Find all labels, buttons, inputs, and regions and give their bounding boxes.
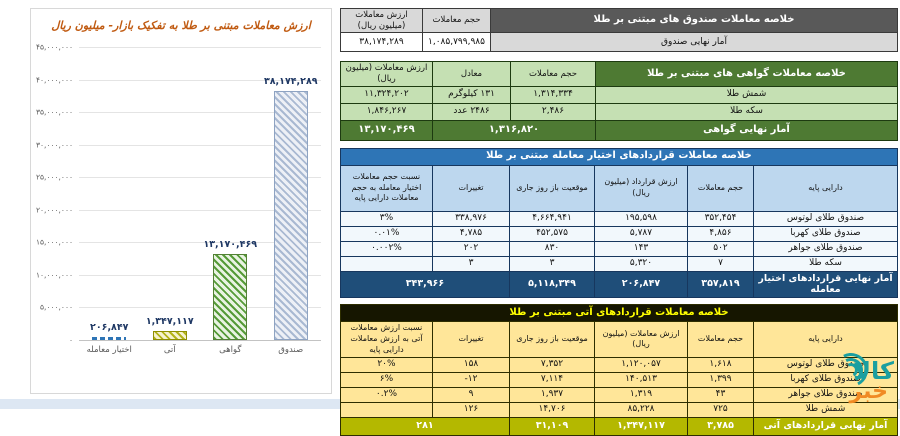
cell-volume: ۱,۳۱۴,۳۳۴	[511, 86, 596, 103]
cell-value: ۱,۳۱۹	[595, 387, 688, 402]
cell-ratio: ۰.۰۱%	[340, 226, 432, 241]
col-header-value: ارزش قرارداد (میلیون ریال)	[595, 165, 688, 211]
x-axis-label: گواهی	[219, 345, 242, 355]
table-title: خلاصه معاملات قراردادهای آتی مبتنی بر طلا	[340, 305, 897, 322]
table-row	[340, 402, 897, 417]
cell-value: ۱۴۳	[595, 241, 688, 256]
x-axis-label: صندوق	[278, 345, 304, 355]
bar-value-label: ۱,۳۴۷,۱۱۷	[145, 316, 194, 327]
row-label: آمار نهایی صندوق	[491, 33, 898, 52]
table-row	[340, 226, 897, 241]
fund-summary-table	[340, 8, 898, 52]
col-header-volume: حجم معاملات	[511, 62, 596, 86]
chart-bars	[79, 47, 321, 355]
table-header-row	[340, 165, 897, 211]
cell-changes: ۱۲۶	[433, 402, 510, 417]
col-header-value: ارزش معاملات (میلیون ریال)	[341, 9, 423, 33]
chart-title: ارزش معاملات مبتنی بر طلا به تفکیک بازار- میلیون ریال	[51, 19, 311, 32]
row-label: سکه طلا	[596, 103, 898, 120]
cell-open-positions: ۱۴,۷۰۶	[510, 402, 595, 417]
cell-ratio: ۰.۲%	[340, 387, 432, 402]
cell-volume: ۱,۶۱۸	[688, 357, 754, 372]
table-footer-row	[340, 417, 897, 435]
footer-changes: ۲۸۱	[340, 417, 509, 435]
cell-asset: صندوق طلای جواهر	[754, 387, 898, 402]
footer-volume: ۳۵۷,۸۱۹	[688, 271, 754, 298]
cell-open-positions: ۸۳۰	[510, 241, 595, 256]
cell-volume: ۴۳	[688, 387, 754, 402]
cell-value: ۱۱,۳۲۴,۲۰۲	[341, 86, 433, 103]
chart-plot	[36, 42, 321, 355]
x-axis-label: اختیار معامله	[86, 345, 132, 355]
bar-value-label: ۱۳,۱۷۰,۴۶۹	[203, 239, 258, 250]
col-header-open-positions: موقعیت باز روز جاری	[510, 165, 595, 211]
cell-asset: صندوق طلای لوتوس	[754, 211, 898, 226]
col-header-volume: حجم معاملات	[423, 9, 491, 33]
col-header-changes: تغییرات	[433, 165, 510, 211]
cell-open-positions: ۷,۳۵۲	[510, 357, 595, 372]
cell-asset: سکه طلا	[754, 256, 898, 271]
cell-volume: ۱,۰۸۵,۷۹۹,۹۸۵	[423, 33, 491, 52]
table-row	[340, 372, 897, 387]
watermark-text-kala: کالا	[853, 357, 894, 385]
col-header-value: ارزش معاملات (میلیون ریال)	[341, 62, 433, 86]
table-header-row	[341, 9, 898, 33]
col-header-ratio: نسبت ارزش معاملات آتی به ارزش معاملات دارایی پایه	[340, 322, 432, 357]
x-axis-label: آتی	[163, 345, 176, 355]
col-header-changes: تغییرات	[433, 322, 510, 357]
gold-trades-bar-chart	[30, 8, 332, 394]
cell-ratio: ۰.۰۰۲%	[340, 241, 432, 256]
cell-ratio: ۲۰%	[340, 357, 432, 372]
cell-changes: ۳۳۸,۹۷۶	[433, 211, 510, 226]
footer-value: ۱۳,۱۷۰,۴۶۹	[341, 120, 433, 140]
chart-gridlines: ۴۵,۰۰۰,۰۰۰ ۴۰,۰۰۰,۰۰۰ ۳۵,۰۰۰,۰۰۰ ۳۰,۰۰۰,۰۰۰ ۲۵,۰۰۰,۰۰۰ ۲۰,۰۰۰,۰۰۰ ۱۵,۰۰۰,۰۰۰ ۱۰,۰۰۰,۰۰۰ ۵,۰۰۰,۰۰۰ ۰	[79, 47, 321, 340]
cell-ratio: ۶%	[340, 372, 432, 387]
table-footer-row	[341, 120, 898, 140]
footer-label: آمار نهایی قراردادهای اختیار معامله	[754, 271, 898, 298]
certificate-summary-table	[340, 61, 898, 140]
footer-changes: ۳۴۳,۹۶۶	[340, 271, 509, 298]
cell-changes: ۴,۷۸۵	[433, 226, 510, 241]
cell-equivalent: ۱۳۱ کیلوگرم	[433, 86, 511, 103]
cell-asset: صندوق طلای کهربا	[754, 372, 898, 387]
table-header-row	[341, 62, 898, 86]
cell-volume: ۵۰۲	[688, 241, 754, 256]
bar-options	[79, 47, 140, 355]
table-row	[340, 211, 897, 226]
footer-volume: ۳,۷۸۵	[688, 417, 754, 435]
col-header-ratio: نسبت حجم معاملات اختیار معامله به حجم معاملات دارایی پایه	[340, 165, 432, 211]
table-footer-row	[340, 271, 897, 298]
summary-tables	[341, 8, 898, 436]
cell-value: ۱۹۵,۵۹۸	[595, 211, 688, 226]
cell-volume: ۷۲۵	[688, 402, 754, 417]
cell-open-positions: ۴۵۲,۵۷۵	[510, 226, 595, 241]
cell-changes: -۱۲	[433, 372, 510, 387]
bar-fill-options	[92, 337, 126, 340]
cell-volume: ۳۵۲,۴۵۴	[688, 211, 754, 226]
cell-ratio	[340, 256, 432, 271]
bar-value-label: ۳۸,۱۷۴,۲۸۹	[263, 76, 318, 87]
col-header-open-positions: موقعیت باز روز جاری	[510, 322, 595, 357]
cell-open-positions: ۳	[510, 256, 595, 271]
cell-volume: ۱,۳۹۹	[688, 372, 754, 387]
cell-value: ۱,۸۴۶,۲۶۷	[341, 103, 433, 120]
cell-open-positions: ۷,۱۱۴	[510, 372, 595, 387]
futures-summary-table	[340, 304, 898, 435]
cell-value: ۱,۱۲۰,۰۵۷	[595, 357, 688, 372]
footer-label: آمار نهایی قراردادهای آتی	[754, 417, 898, 435]
cell-asset: صندوق طلای جواهر	[754, 241, 898, 256]
footer-value: ۲۰۶,۸۴۷	[595, 271, 688, 298]
cell-open-positions: ۱,۹۳۷	[510, 387, 595, 402]
footer-label: آمار نهایی گواهی	[596, 120, 898, 140]
cell-value: ۳۸,۱۷۴,۲۸۹	[341, 33, 423, 52]
cell-changes: ۱۵۸	[433, 357, 510, 372]
watermark-text-khabar: خبر	[849, 379, 888, 404]
table-title: خلاصه معاملات گواهی های مبتنی بر طلا	[596, 62, 898, 86]
cell-value: ۵,۳۲۰	[595, 256, 688, 271]
cell-ratio: ۳%	[340, 211, 432, 226]
col-header-value: ارزش معاملات (میلیون ریال)	[595, 322, 688, 357]
table-row	[340, 241, 897, 256]
table-title: خلاصه معاملات قراردادهای اختیار معامله مبتنی بر طلا	[340, 148, 897, 165]
bar-value-label: ۲۰۶,۸۴۷	[90, 322, 129, 333]
col-header-asset: دارایی پایه	[754, 322, 898, 357]
col-header-volume: حجم معاملات	[688, 322, 754, 357]
kala-khabar-watermark	[830, 335, 896, 409]
footer-open-positions: ۵,۱۱۸,۳۴۹	[510, 271, 595, 298]
bar-fill-fund	[274, 91, 308, 340]
cell-ratio	[340, 402, 432, 417]
cell-volume: ۲,۴۸۶	[511, 103, 596, 120]
table-row	[340, 387, 897, 402]
table-row	[341, 33, 898, 52]
cell-asset: شمش طلا	[754, 402, 898, 417]
col-header-asset: دارایی پایه	[754, 165, 898, 211]
footer-volume: ۱,۳۱۶,۸۲۰	[433, 120, 596, 140]
table-row	[340, 357, 897, 372]
table-title-row	[340, 148, 897, 165]
cell-open-positions: ۴,۶۶۴,۹۴۱	[510, 211, 595, 226]
cell-volume: ۴,۸۵۶	[688, 226, 754, 241]
cell-value: ۸۵,۲۲۸	[595, 402, 688, 417]
table-row	[341, 86, 898, 103]
table-row	[340, 256, 897, 271]
bar-fill-certificate	[213, 254, 247, 340]
cell-asset: صندوق طلای کهربا	[754, 226, 898, 241]
cell-value: ۱۴۰,۵۱۳	[595, 372, 688, 387]
footer-open-positions: ۳۱,۱۰۹	[510, 417, 595, 435]
bar-certificate	[200, 47, 261, 355]
col-header-equivalent: معادل	[433, 62, 511, 86]
cell-changes: ۲۰۲	[433, 241, 510, 256]
bar-futures	[140, 47, 201, 355]
table-header-row	[340, 322, 897, 357]
cell-asset: صندوق طلای لوتوس	[754, 357, 898, 372]
table-title: خلاصه معاملات صندوق های مبتنی بر طلا	[491, 9, 898, 33]
options-summary-table	[340, 148, 898, 299]
bar-fund	[261, 47, 322, 355]
bar-fill-futures	[153, 331, 187, 340]
cell-changes: ۳	[433, 256, 510, 271]
cell-equivalent: ۲۴۸۶ عدد	[433, 103, 511, 120]
table-title-row	[340, 305, 897, 322]
cell-value: ۵,۷۸۷	[595, 226, 688, 241]
col-header-volume: حجم معاملات	[688, 165, 754, 211]
footer-value: ۱,۳۴۷,۱۱۷	[595, 417, 688, 435]
table-row	[341, 103, 898, 120]
row-label: شمش طلا	[596, 86, 898, 103]
cell-changes: ۹	[433, 387, 510, 402]
cell-volume: ۷	[688, 256, 754, 271]
